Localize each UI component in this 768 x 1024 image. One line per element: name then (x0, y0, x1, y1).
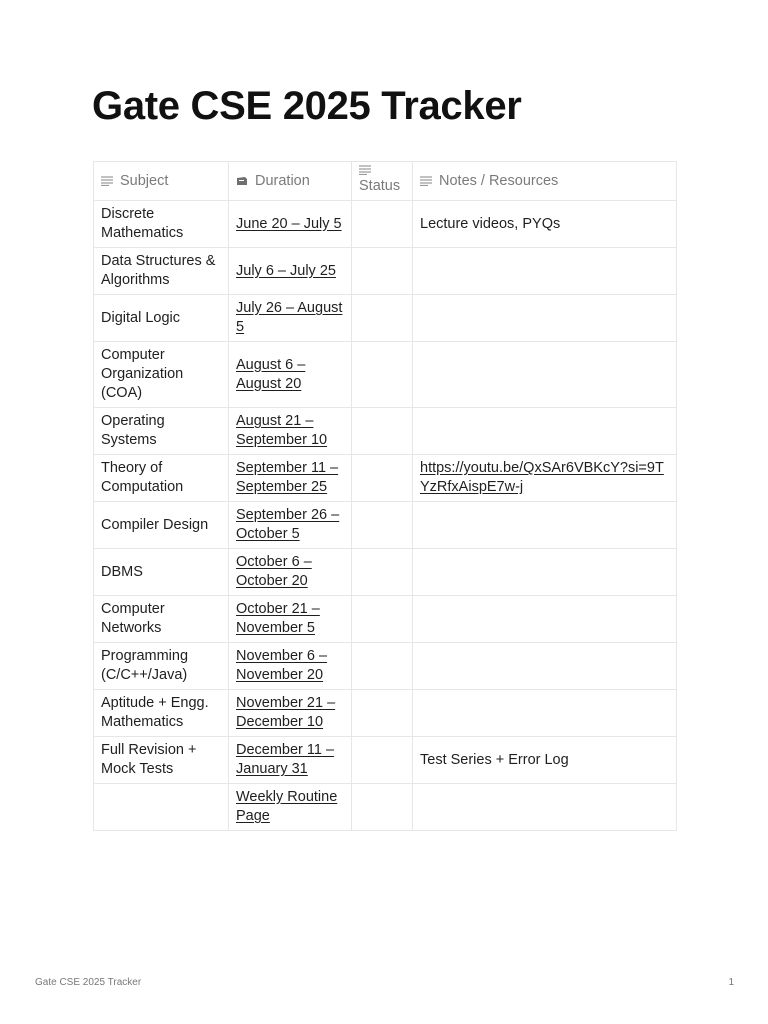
table-row (94, 502, 677, 549)
status-cell[interactable] (352, 408, 413, 455)
table-header-row (94, 162, 677, 201)
status-cell[interactable] (352, 502, 413, 549)
status-cell[interactable] (352, 690, 413, 737)
duration-link[interactable]: November 21 – December 10 (236, 695, 336, 730)
subject-cell[interactable]: Theory of Computation (94, 455, 229, 502)
duration-link[interactable]: September 11 – September 25 (236, 460, 339, 495)
status-cell[interactable] (352, 549, 413, 596)
column-header-label: Notes / Resources (439, 172, 559, 189)
status-cell[interactable] (352, 737, 413, 784)
table-row (94, 455, 677, 502)
resource-link[interactable]: https://youtu.be/QxSAr6VBKcY?si=9TYzRfxAispE7w-j (420, 460, 664, 495)
duration-link[interactable]: December 11 – January 31 (236, 742, 335, 777)
notes-cell[interactable] (413, 643, 677, 690)
duration-cell[interactable] (229, 295, 352, 342)
notes-cell[interactable] (413, 784, 677, 831)
page-title: Gate CSE 2025 Tracker (92, 84, 522, 128)
duration-link[interactable]: Weekly Routine Page (236, 789, 338, 824)
subject-cell[interactable]: Programming (C/C++/Java) (94, 643, 229, 690)
duration-cell[interactable] (229, 690, 352, 737)
duration-cell[interactable] (229, 737, 352, 784)
table-row (94, 784, 677, 831)
column-header-notes[interactable] (413, 162, 677, 201)
duration-cell[interactable] (229, 455, 352, 502)
table-row (94, 342, 677, 408)
notes-cell[interactable] (413, 295, 677, 342)
column-header-subject[interactable] (94, 162, 229, 201)
notes-cell[interactable] (413, 596, 677, 643)
duration-link[interactable]: September 26 – October 5 (236, 507, 340, 542)
footer-doc-name: Gate CSE 2025 Tracker (35, 977, 142, 988)
table-row (94, 201, 677, 248)
subject-cell[interactable]: Operating Systems (94, 408, 229, 455)
text-lines-icon (359, 165, 371, 175)
column-header-status[interactable] (352, 162, 413, 201)
notes-cell[interactable] (413, 455, 677, 502)
status-cell[interactable] (352, 201, 413, 248)
duration-link[interactable]: November 6 – November 20 (236, 648, 328, 683)
table-row (94, 643, 677, 690)
table-row (94, 295, 677, 342)
subject-cell[interactable]: Full Revision + Mock Tests (94, 737, 229, 784)
subject-cell[interactable]: DBMS (94, 549, 229, 596)
tracker-table (93, 161, 677, 831)
status-cell[interactable] (352, 784, 413, 831)
status-cell[interactable] (352, 455, 413, 502)
duration-link[interactable]: August 21 – September 10 (236, 413, 328, 448)
subject-cell[interactable]: Discrete Mathematics (94, 201, 229, 248)
notes-cell[interactable] (413, 690, 677, 737)
text-lines-icon (420, 176, 432, 186)
status-cell[interactable] (352, 643, 413, 690)
status-cell[interactable] (352, 342, 413, 408)
calendar-icon (236, 176, 248, 186)
subject-cell[interactable]: Digital Logic (94, 295, 229, 342)
duration-cell[interactable] (229, 643, 352, 690)
column-header-duration[interactable] (229, 162, 352, 201)
duration-cell[interactable] (229, 342, 352, 408)
table-row (94, 549, 677, 596)
table-row (94, 408, 677, 455)
duration-link[interactable]: July 26 – August 5 (236, 300, 343, 335)
status-cell[interactable] (352, 295, 413, 342)
subject-cell[interactable] (94, 784, 229, 831)
duration-link[interactable]: July 6 – July 25 (236, 262, 336, 279)
subject-cell[interactable]: Computer Organization (COA) (94, 342, 229, 408)
duration-cell[interactable] (229, 596, 352, 643)
notes-cell[interactable]: Test Series + Error Log (413, 737, 677, 784)
subject-cell[interactable]: Computer Networks (94, 596, 229, 643)
notes-cell[interactable] (413, 549, 677, 596)
duration-cell[interactable] (229, 408, 352, 455)
subject-cell[interactable]: Compiler Design (94, 502, 229, 549)
notes-cell[interactable]: Lecture videos, PYQs (413, 201, 677, 248)
table-row (94, 248, 677, 295)
duration-link[interactable]: October 21 – November 5 (236, 601, 320, 636)
status-cell[interactable] (352, 596, 413, 643)
duration-cell[interactable] (229, 549, 352, 596)
subject-cell[interactable]: Aptitude + Engg. Mathematics (94, 690, 229, 737)
notes-cell[interactable] (413, 248, 677, 295)
notes-cell[interactable] (413, 342, 677, 408)
duration-cell[interactable] (229, 201, 352, 248)
column-header-label: Status (359, 178, 401, 194)
notes-cell[interactable] (413, 502, 677, 549)
duration-cell[interactable] (229, 784, 352, 831)
footer-page-number: 1 (728, 977, 734, 988)
table-row (94, 737, 677, 784)
table-row (94, 596, 677, 643)
table-row (94, 690, 677, 737)
status-cell[interactable] (352, 248, 413, 295)
duration-link[interactable]: October 6 – October 20 (236, 554, 312, 589)
duration-link[interactable]: June 20 – July 5 (236, 215, 342, 232)
duration-cell[interactable] (229, 248, 352, 295)
column-header-label: Subject (120, 172, 169, 189)
text-lines-icon (101, 176, 113, 186)
subject-cell[interactable]: Data Structures & Algorithms (94, 248, 229, 295)
duration-cell[interactable] (229, 502, 352, 549)
duration-link[interactable]: August 6 – August 20 (236, 356, 306, 392)
notes-cell[interactable] (413, 408, 677, 455)
column-header-label: Duration (255, 172, 310, 189)
